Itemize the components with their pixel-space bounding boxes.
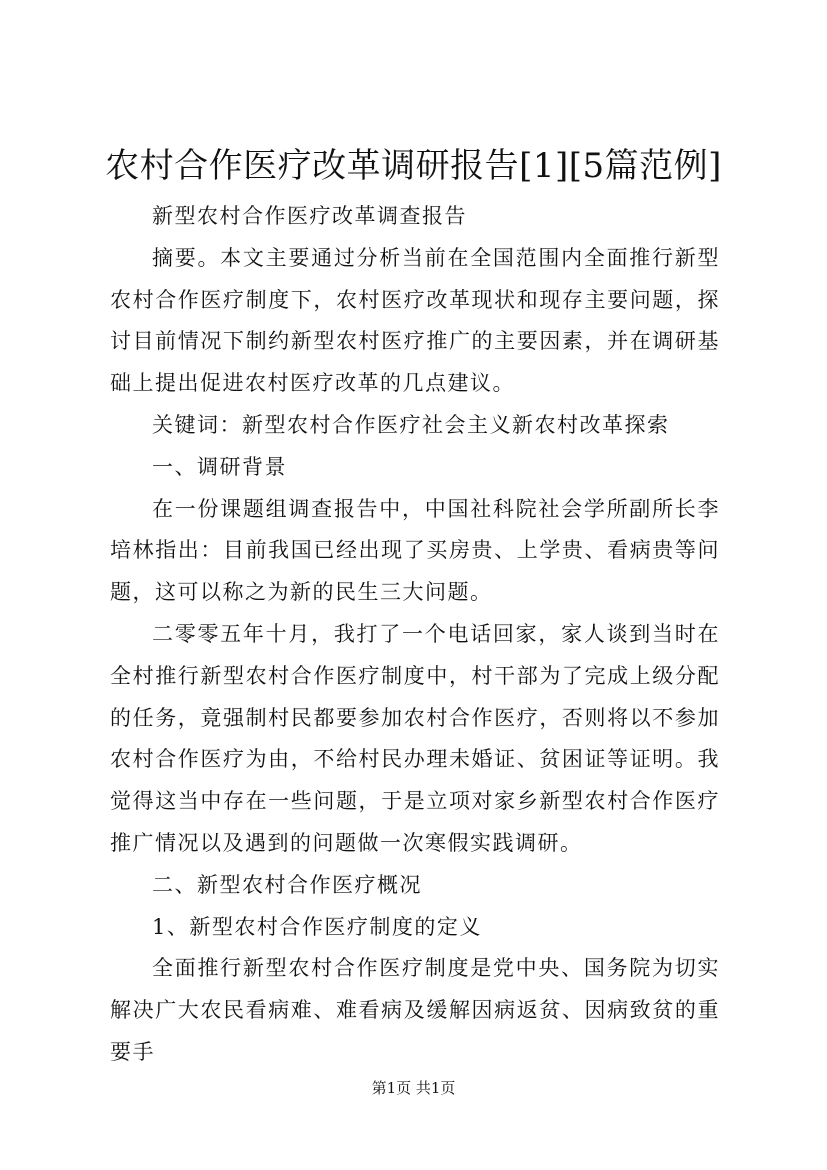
section-heading-overview: 二、新型农村合作医疗概况	[152, 872, 422, 897]
body-paragraph: 在一份课题组调查报告中，中国社科院社会学所副所长李培林指出：目前我国已经出现了买房贵、上学贵、看病贵等问题，这可以称之为新的民生三大问题。	[110, 496, 720, 605]
subtitle-paragraph: 新型农村合作医疗改革调查报告	[152, 204, 467, 228]
section-heading-background: 一、调研背景	[152, 454, 287, 479]
body-paragraph: 全面推行新型农村合作医疗制度是党中央、国务院为切实解决广大农民看病难、难看病及缓解因病返贫、因病致贫的重要手	[110, 956, 720, 1064]
document-title: 农村合作医疗改革调研报告[1][5篇范例]	[105, 146, 722, 186]
abstract-paragraph: 摘要。本文主要通过分析当前在全国范围内全面推行新型农村合作医疗制度下，农村医疗改革现状和现存主要问题，探讨目前情况下制约新型农村医疗推广的主要因素，并在调研基础上提出促进农村医疗改革的几点建议。	[110, 245, 720, 396]
keywords-paragraph: 关键词：新型农村合作医疗社会主义新农村改革探索	[152, 412, 670, 437]
page-footer: 第1页 共1页	[371, 1079, 456, 1097]
document-body	[110, 196, 720, 1074]
body-paragraph: 二零零五年十月，我打了一个电话回家，家人谈到当时在全村推行新型农村合作医疗制度中，村干部为了完成上级分配的任务，竟强制村民都要参加农村合作医疗，否则将以不参加农村合作医疗为由，不给村民办理未婚证、贫困证等证明。我觉得这当中存在一些问题，于是立项对家乡新型农村合作医疗推广情况以及遇到的问题做一次寒假实践调研。	[110, 621, 720, 855]
subsection-heading-definition: 1、新型农村合作医疗制度的定义	[152, 914, 482, 939]
